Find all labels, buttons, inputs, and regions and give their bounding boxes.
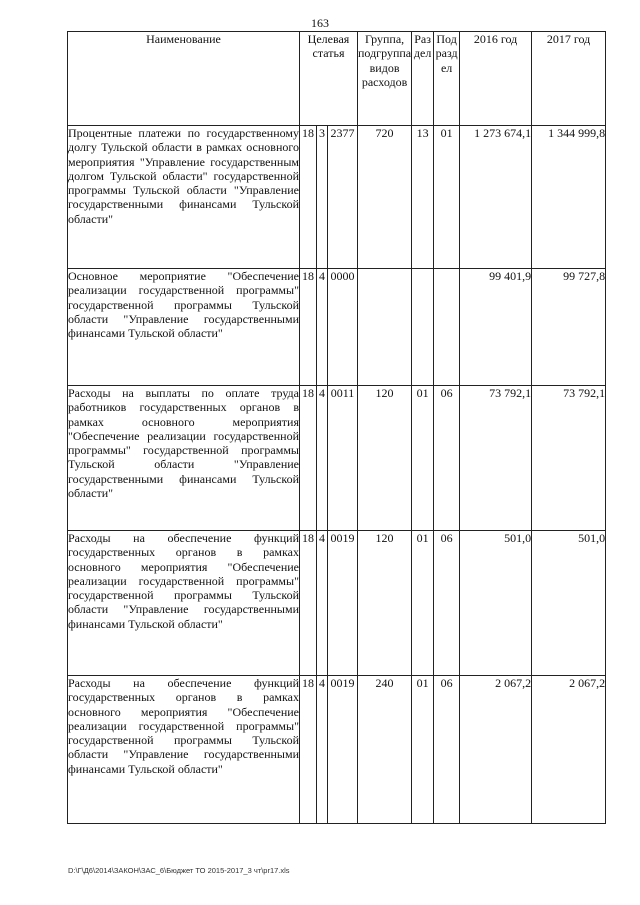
row-cs2: 4	[317, 531, 328, 676]
row-section: 01	[412, 531, 434, 676]
row-cs3: 0000	[328, 269, 358, 386]
row-name: Основное мероприятие "Обеспечение реализации государственной программы" государственной программы Тульской области "Управление государственными финансами Тульской области"	[68, 269, 299, 341]
header-name: Наименование	[68, 32, 300, 126]
row-cs1: 18	[300, 126, 317, 269]
row-2016: 501,0	[460, 531, 532, 676]
row-2017: 99 727,8	[532, 269, 606, 386]
row-name-cell	[68, 676, 300, 824]
row-cs1: 18	[300, 386, 317, 531]
row-2017: 501,0	[532, 531, 606, 676]
row-name: Расходы на обеспечение функций государственных органов в рамках основного мероприятия "Обеспечение реализации государственной программы" государственной программы Тульской области "Управление государственными финансами Тульской области"	[68, 531, 299, 631]
row-cs2: 4	[317, 676, 328, 824]
row-group: 720	[358, 126, 412, 269]
row-cs2: 3	[317, 126, 328, 269]
table-row	[68, 269, 606, 386]
row-cs1: 18	[300, 531, 317, 676]
row-cs1: 18	[300, 676, 317, 824]
header-2017: 2017 год	[532, 32, 606, 126]
row-2017: 73 792,1	[532, 386, 606, 531]
row-2016: 73 792,1	[460, 386, 532, 531]
header-subsection: Подраздел	[434, 32, 460, 126]
row-2016: 2 067,2	[460, 676, 532, 824]
row-cs3: 0011	[328, 386, 358, 531]
header-target-article-text: Целевая статья	[307, 32, 350, 61]
row-subsection	[434, 269, 460, 386]
row-subsection: 06	[434, 531, 460, 676]
row-subsection: 01	[434, 126, 460, 269]
row-group: 120	[358, 531, 412, 676]
row-section: 01	[412, 676, 434, 824]
page-number: 163	[311, 16, 329, 30]
row-name-cell	[68, 269, 300, 386]
row-section: 01	[412, 386, 434, 531]
row-2017: 1 344 999,8	[532, 126, 606, 269]
row-name-cell	[68, 386, 300, 531]
row-2016: 99 401,9	[460, 269, 532, 386]
header-2016: 2016 год	[460, 32, 532, 126]
row-name-cell	[68, 531, 300, 676]
header-section: Раздел	[412, 32, 434, 126]
row-cs3: 0019	[328, 531, 358, 676]
header-row	[68, 32, 606, 126]
row-group: 120	[358, 386, 412, 531]
row-name: Расходы на выплаты по оплате труда работников государственных органов в рамках основного мероприятия "Обеспечение реализации государственной программы" государственной программы Тульской области "Управление государственными финансами Тульской области"	[68, 386, 299, 501]
row-name-cell	[68, 126, 300, 269]
row-cs1: 18	[300, 269, 317, 386]
row-group: 240	[358, 676, 412, 824]
file-path-footer: D:\Г\Д6\2014\ЗАКОН\ЗАС_6\Бюджет ТО 2015-2017_3 чт\pr17.xls	[68, 866, 290, 875]
row-name: Процентные платежи по государственному долгу Тульской области в рамках основного мероприятия "Управление государственным долгом Тульской области" государственной программы Тульской области "Управление государственными финансами Тульской области"	[68, 126, 299, 226]
row-cs2: 4	[317, 269, 328, 386]
header-target-article	[300, 32, 358, 126]
budget-table	[67, 31, 606, 824]
row-cs3: 2377	[328, 126, 358, 269]
row-2017: 2 067,2	[532, 676, 606, 824]
table-row	[68, 386, 606, 531]
row-section	[412, 269, 434, 386]
row-cs3: 0019	[328, 676, 358, 824]
row-section: 13	[412, 126, 434, 269]
row-group	[358, 269, 412, 386]
row-2016: 1 273 674,1	[460, 126, 532, 269]
row-subsection: 06	[434, 386, 460, 531]
row-subsection: 06	[434, 676, 460, 824]
row-cs2: 4	[317, 386, 328, 531]
table-row	[68, 126, 606, 269]
row-name: Расходы на обеспечение функций государственных органов в рамках основного мероприятия "Обеспечение реализации государственной программы" государственной программы Тульской области "Управление государственными финансами Тульской области"	[68, 676, 299, 776]
header-group: Группа, подгруппа видов расходов	[358, 32, 412, 126]
table-row	[68, 531, 606, 676]
table-row	[68, 676, 606, 824]
